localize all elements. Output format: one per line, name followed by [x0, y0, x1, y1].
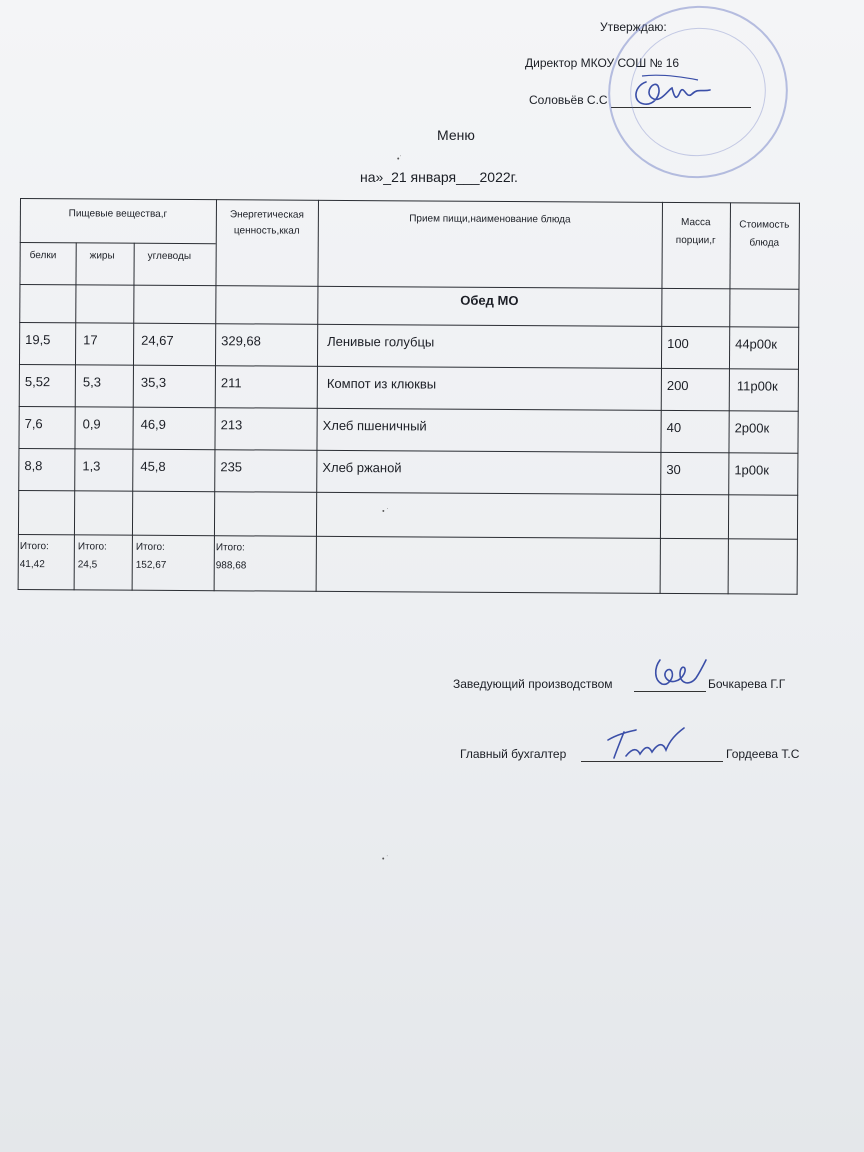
- total-energy-label: Итого:: [215, 542, 245, 554]
- subheader-protein: белки: [29, 250, 57, 262]
- header-energy-line1: Энергетическая: [229, 209, 304, 221]
- cell-carbs: 35,3: [140, 374, 167, 390]
- director-signature: [628, 72, 718, 110]
- cell-fat: 17: [83, 332, 98, 348]
- cell-energy: 211: [220, 375, 242, 391]
- production-manager-name: Бочкарева Г.Г: [708, 677, 786, 691]
- table-rule: [660, 202, 663, 594]
- table-rule: [214, 199, 217, 591]
- cell-mass: 100: [667, 335, 689, 352]
- cell-energy: 213: [220, 417, 243, 433]
- cell-energy: 329,68: [221, 333, 261, 349]
- table-rule: [74, 242, 77, 590]
- cell-dish: Ленивые голубцы: [327, 333, 435, 350]
- cell-fat: 1,3: [82, 458, 101, 474]
- approval-role: Директор МКОУ СОШ № 16: [525, 56, 680, 70]
- subheader-carbs: углеводы: [147, 250, 192, 263]
- cell-protein: 5,52: [24, 374, 51, 390]
- table-rule: [132, 243, 135, 591]
- cell-cost: 2р00к: [734, 420, 770, 436]
- cell-mass: 30: [666, 461, 681, 478]
- table-rule: [19, 322, 799, 328]
- table-rule: [19, 284, 799, 290]
- cell-carbs: 45,8: [140, 458, 166, 474]
- total-fat-label: Итого:: [77, 541, 107, 553]
- approval-name: Соловьёв С.С: [529, 93, 608, 107]
- menu-date: на»_21 января___2022г.: [360, 169, 518, 185]
- total-fat: 24,5: [77, 559, 98, 571]
- header-energy-line2: ценность,ккал: [233, 225, 300, 237]
- cell-cost: 1р00к: [734, 462, 770, 478]
- subheader-fat: жиры: [89, 250, 115, 262]
- header-nutrients: Пищевые вещества,г: [68, 208, 168, 220]
- chief-accountant-label: Главный бухгалтер: [460, 747, 567, 761]
- total-carbs: 152,67: [135, 559, 167, 571]
- cell-dish: Компот из клюквы: [326, 375, 437, 392]
- section-title: Обед МО: [460, 292, 519, 309]
- header-mass-line2: порции,г: [675, 235, 716, 247]
- table-rule: [19, 364, 799, 370]
- table-rule: [20, 242, 216, 244]
- total-energy: 988,68: [215, 560, 247, 572]
- paper-speck: • ˙: [382, 508, 389, 516]
- cell-carbs: 24,67: [141, 332, 174, 348]
- table-rule: [18, 448, 798, 454]
- total-carbs-label: Итого:: [135, 541, 165, 553]
- cell-mass: 40: [666, 419, 682, 436]
- production-manager-signature: [650, 654, 710, 692]
- menu-table: [18, 198, 800, 595]
- header-cost-line1: Стоимость: [739, 219, 790, 231]
- chief-accountant-name: Гордеева Т.С: [726, 747, 800, 761]
- table-rule: [18, 198, 21, 590]
- total-protein-label: Итого:: [19, 541, 49, 553]
- table-rule: [20, 198, 800, 204]
- production-manager-label: Заведующий производством: [453, 677, 613, 691]
- table-rule: [18, 490, 798, 496]
- cell-protein: 7,6: [24, 416, 43, 432]
- header-meal: Прием пищи,наименование блюда: [409, 213, 571, 226]
- cell-protein: 8,8: [24, 458, 43, 474]
- table-rule: [18, 589, 798, 595]
- table-rule: [19, 406, 799, 412]
- cell-cost: 44р00к: [735, 336, 778, 352]
- cell-mass: 200: [666, 377, 689, 394]
- chief-accountant-signature: [604, 726, 688, 762]
- cell-energy: 235: [220, 459, 243, 475]
- cell-dish: Хлеб пшеничный: [322, 417, 427, 434]
- table-rule: [728, 202, 731, 594]
- paper-speck: • ˙: [382, 856, 389, 863]
- cell-fat: 0,9: [82, 416, 101, 432]
- paper-speck: •˙: [397, 156, 402, 163]
- approval-title: Утверждаю:: [600, 20, 667, 34]
- cell-protein: 19,5: [25, 332, 51, 348]
- table-rule: [797, 203, 800, 595]
- cell-carbs: 46,9: [140, 416, 166, 432]
- table-rule: [316, 200, 319, 592]
- header-mass-line1: Масса: [681, 217, 711, 229]
- total-protein: 41,42: [19, 559, 45, 571]
- menu-title: Меню: [437, 127, 475, 143]
- cell-cost: 11р00к: [736, 378, 778, 394]
- cell-fat: 5,3: [82, 374, 102, 390]
- header-cost-line2: блюда: [749, 237, 780, 249]
- cell-dish: Хлеб ржаной: [322, 459, 402, 476]
